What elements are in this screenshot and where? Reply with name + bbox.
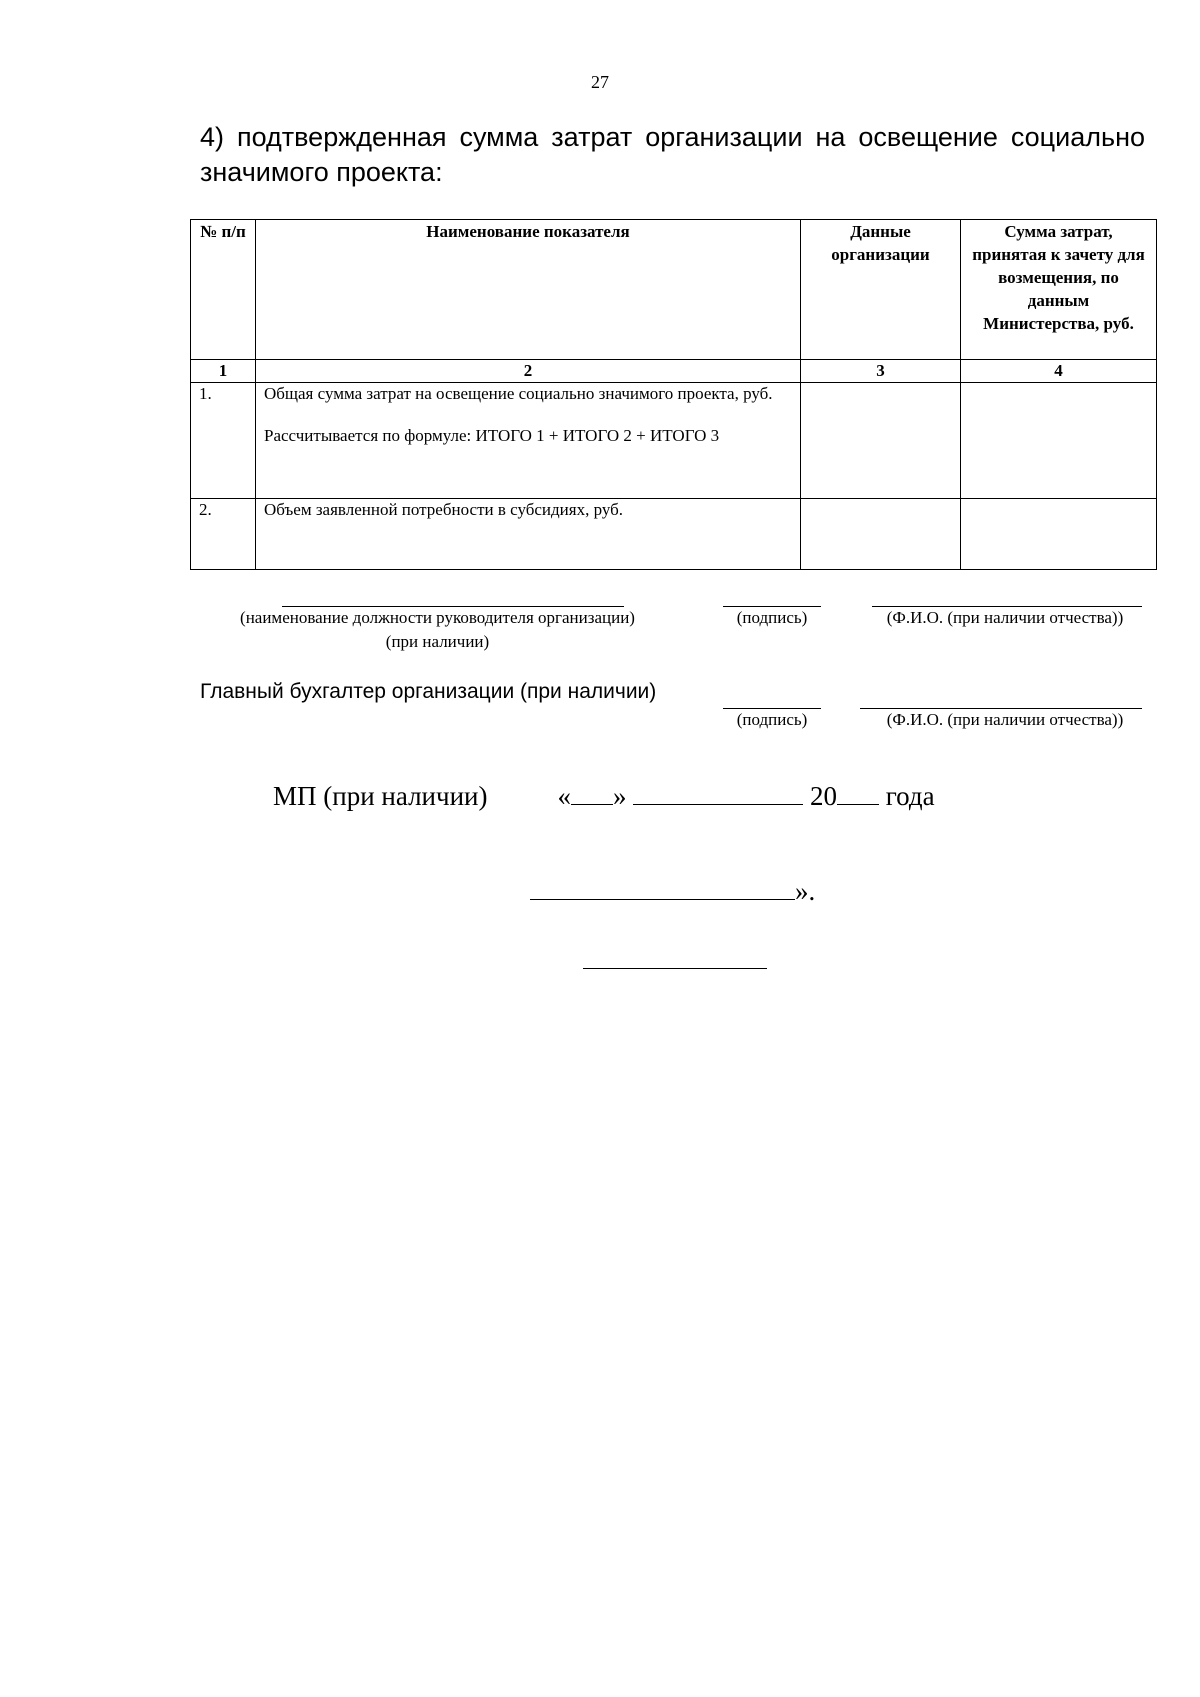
org-data-cell[interactable] <box>801 383 961 499</box>
row-number: 2. <box>191 499 256 570</box>
ministry-sum-cell[interactable] <box>961 499 1157 570</box>
end-separator <box>583 968 767 969</box>
accountant-fio-caption: (Ф.И.О. (при наличии отчества)) <box>886 710 1124 729</box>
head-signature-line <box>723 606 821 607</box>
date-open-quote: « <box>557 781 571 811</box>
header-name: Наименование показателя <box>256 220 801 360</box>
row-indicator <box>256 383 801 499</box>
header-ministry-sum: Сумма затрат, принятая к зачету для возмещения, по данным Министерства, руб. <box>961 220 1157 360</box>
stamp-date-row <box>273 780 935 812</box>
closing-mark: ». <box>795 876 816 906</box>
column-number-row <box>191 360 1157 383</box>
year-prefix: 20 <box>809 781 837 811</box>
closing-line <box>530 875 815 907</box>
accountant-fio-line <box>860 708 1142 709</box>
head-signature-caption: (подпись) <box>736 608 808 627</box>
row-indicator-note: Рассчитывается по формуле: ИТОГО 1 + ИТОГО 2 + ИТОГО 3 <box>264 426 720 445</box>
head-fio-line <box>872 606 1142 607</box>
year-suffix: года <box>885 781 935 811</box>
head-position-caption: (наименование должности руководителя организации) <box>240 608 635 627</box>
header-num: № п/п <box>191 220 256 360</box>
head-fio-caption: (Ф.И.О. (при наличии отчества)) <box>886 608 1124 627</box>
column-number: 4 <box>961 360 1157 383</box>
header-org-data: Данные организации <box>801 220 961 360</box>
column-number: 2 <box>256 360 801 383</box>
accountant-signature-line <box>723 708 821 709</box>
year-blank[interactable] <box>837 780 879 805</box>
table-header-row <box>191 220 1157 360</box>
page-number: 27 <box>591 72 609 92</box>
column-number: 3 <box>801 360 961 383</box>
section-intro: 4) подтвержденная сумма затрат организации на освещение социально значимого проекта: <box>200 122 1145 187</box>
closing-blank <box>530 875 795 900</box>
row-indicator-name: Общая сумма затрат на освещение социально значимого проекта, руб. <box>264 384 773 403</box>
org-data-cell[interactable] <box>801 499 961 570</box>
row-number: 1. <box>191 383 256 499</box>
accountant-signature-caption: (подпись) <box>736 710 808 729</box>
stamp-label: МП (при наличии) <box>273 781 488 811</box>
day-blank[interactable] <box>571 780 613 805</box>
accountant-label: Главный бухгалтер организации (при наличии) <box>200 680 657 703</box>
costs-table <box>190 219 1157 570</box>
ministry-sum-cell[interactable] <box>961 383 1157 499</box>
row-indicator <box>256 499 801 570</box>
table-row <box>191 383 1157 499</box>
head-position-line <box>282 606 624 607</box>
column-number: 1 <box>191 360 256 383</box>
table-row <box>191 499 1157 570</box>
date-close-quote: » <box>612 781 627 811</box>
month-blank[interactable] <box>633 780 803 805</box>
head-position-caption-note: (при наличии) <box>385 632 490 651</box>
row-indicator-name: Объем заявленной потребности в субсидиях, руб. <box>264 500 624 519</box>
